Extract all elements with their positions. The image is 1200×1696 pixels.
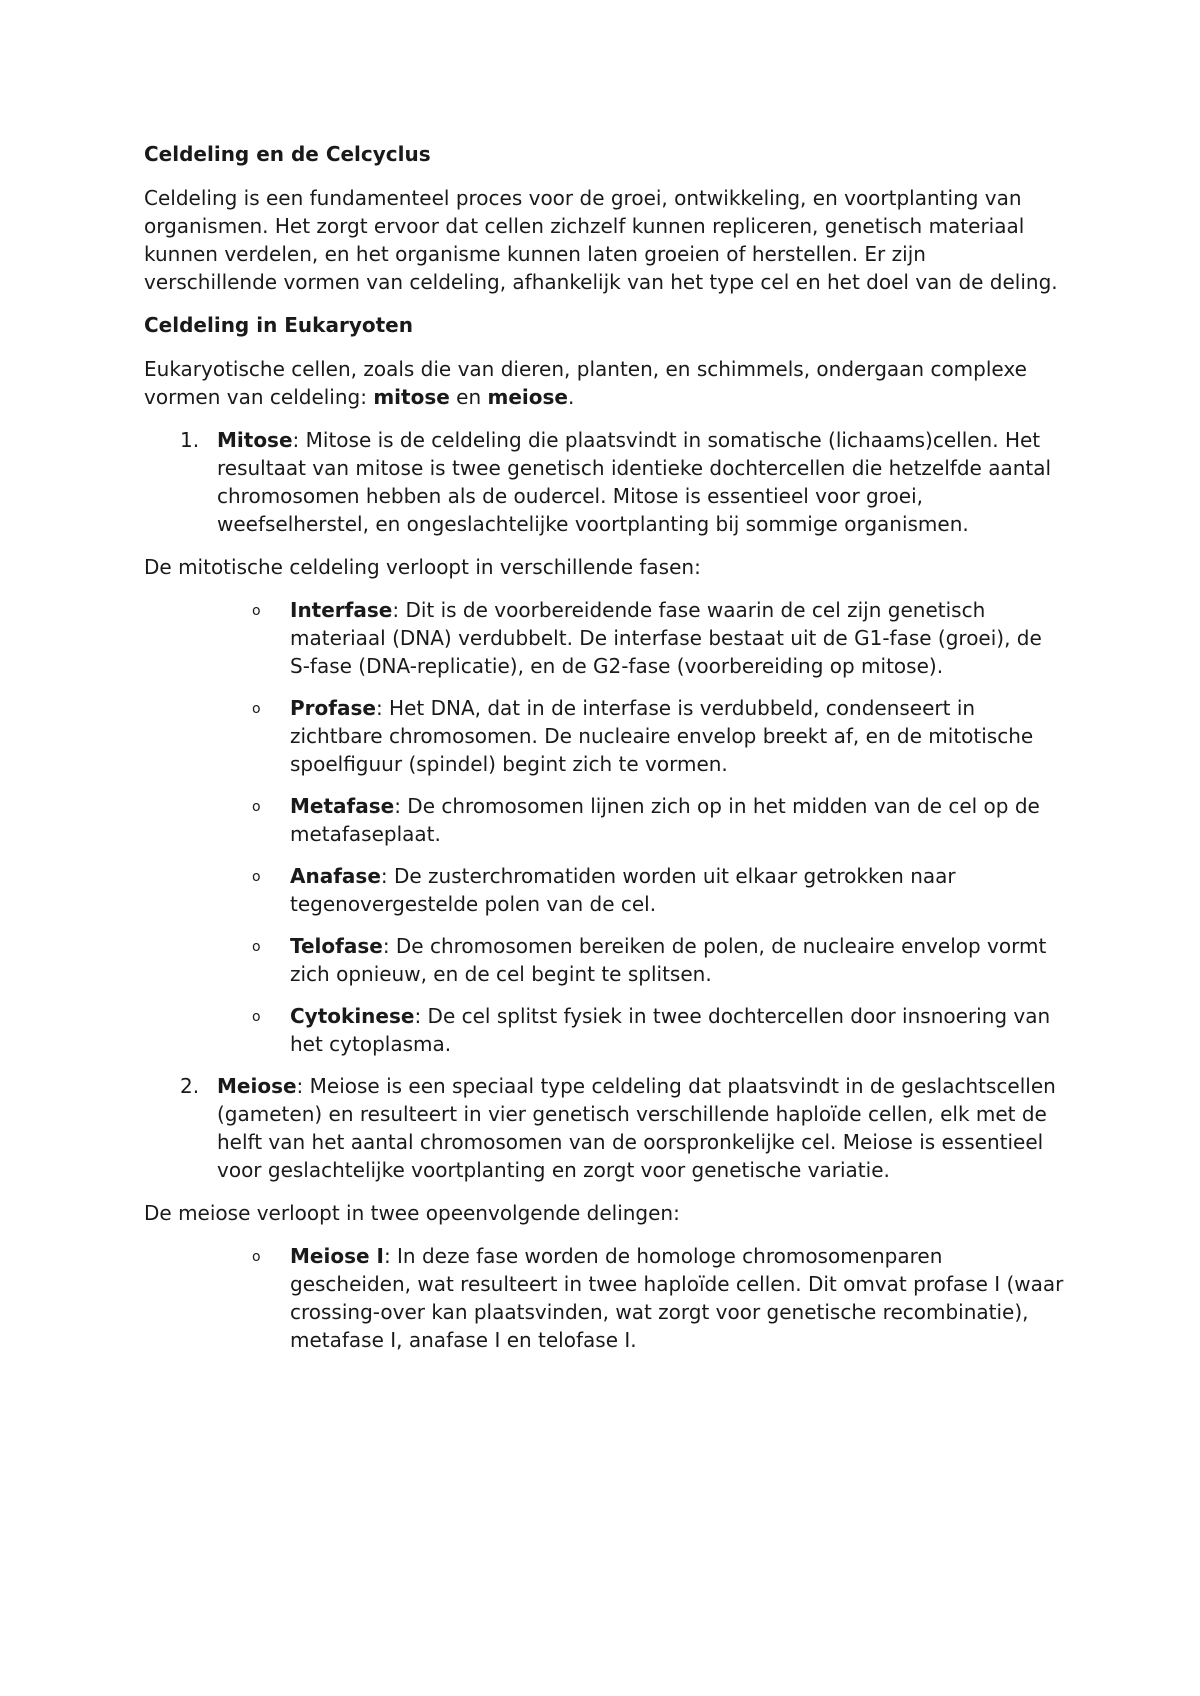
phase-text: : De cel splitst fysiek in twee dochtercellen door insnoering van het cytoplasma.	[290, 1004, 1051, 1056]
term-mitose: mitose	[373, 385, 450, 409]
phase-text: : Dit is de voorbereidende fase waarin de cel zijn genetisch materiaal (DNA) verdubbelt. De interfase bestaat uit de G1-fase (groei), de S-fase (DNA-replicatie), en de G2-fase (voorbereiding op mitose).	[290, 598, 1042, 678]
document-page	[144, 140, 1064, 1368]
list-number: 2.	[180, 1074, 200, 1098]
phase-term: Anafase	[290, 864, 381, 888]
meiosis-phases-intro: De meiose verloopt in twee opeenvolgende delingen:	[144, 1201, 680, 1225]
bullet-marker: o	[252, 701, 261, 717]
mitosis-phase-list	[144, 596, 1064, 1058]
numbered-item-term: Meiose	[217, 1074, 297, 1098]
section-intro-end: .	[567, 385, 575, 409]
term-meiose: meiose	[487, 385, 568, 409]
bullet-marker: o	[252, 1009, 261, 1025]
phase-term: Meiose I	[290, 1244, 384, 1268]
numbered-item-term: Mitose	[217, 428, 293, 452]
numbered-item-mitose	[144, 426, 1064, 538]
bullet-marker: o	[252, 869, 261, 885]
section-heading: Celdeling in Eukaryoten	[144, 313, 413, 337]
phase-term: Profase	[290, 696, 376, 720]
phase-text: : De zusterchromatiden worden uit elkaar getrokken naar tegenovergestelde polen van de cel.	[290, 864, 956, 916]
phase-item-cytokinese	[144, 1002, 1064, 1058]
bullet-marker: o	[252, 1249, 261, 1265]
numbered-item-text: : Mitose is de celdeling die plaatsvindt in somatische (lichaams)cellen. Het resultaat van mitose is twee genetisch identieke dochtercellen die hetzelfde aantal chromosomen hebben als de oudercel. Mitose is essentieel voor groei, weefselherstel, en ongeslachtelijke voortplanting bij sommige organismen.	[217, 428, 1052, 536]
numbered-item-meiose	[144, 1072, 1064, 1184]
phase-text: : Het DNA, dat in de interfase is verdubbeld, condenseert in zichtbare chromosomen. De nucleaire envelop breekt af, en de mitotische spoelfiguur (spindel) begint zich te vormen.	[290, 696, 1034, 776]
document-title: Celdeling en de Celcyclus	[144, 142, 431, 166]
phase-term: Interfase	[290, 598, 393, 622]
phase-text: : In deze fase worden de homologe chromosomenparen gescheiden, wat resulteert in twee haploïde cellen. Dit omvat profase I (waar crossing-over kan plaatsvinden, wat zorgt voor genetische recombinatie), metafase I, anafase I en telofase I.	[290, 1244, 1064, 1352]
list-number: 1.	[180, 428, 200, 452]
phase-term: Cytokinese	[290, 1004, 415, 1028]
phase-item-interfase	[144, 596, 1064, 680]
phase-term: Metafase	[290, 794, 395, 818]
phase-item-profase	[144, 694, 1064, 778]
bullet-marker: o	[252, 603, 261, 619]
intro-paragraph: Celdeling is een fundamenteel proces voor de groei, ontwikkeling, en voortplanting van organismen. Het zorgt ervoor dat cellen zichzelf kunnen repliceren, genetisch materiaal kunnen verdelen, en het organisme kunnen laten groeien of herstellen. Er zijn verschillende vormen van celdeling, afhankelijk van het type cel en het doel van de deling.	[144, 186, 1058, 294]
meiosis-phase-list	[144, 1242, 1064, 1354]
bullet-marker: o	[252, 939, 261, 955]
section-intro-paragraph	[144, 355, 1064, 411]
phase-item-telofase	[144, 932, 1064, 988]
phase-text: : De chromosomen lijnen zich op in het midden van de cel op de metafaseplaat.	[290, 794, 1040, 846]
phase-item-meiose-1	[144, 1242, 1064, 1354]
mitosis-phases-intro: De mitotische celdeling verloopt in verschillende fasen:	[144, 555, 701, 579]
phase-term: Telofase	[290, 934, 383, 958]
phase-item-anafase	[144, 862, 1064, 918]
phase-text: : De chromosomen bereiken de polen, de nucleaire envelop vormt zich opnieuw, en de cel begint te splitsen.	[290, 934, 1047, 986]
section-intro-text: Eukaryotische cellen, zoals die van dieren, planten, en schimmels, ondergaan complexe vormen van celdeling:	[144, 357, 1027, 409]
section-intro-connector: en	[449, 385, 488, 409]
numbered-item-text: : Meiose is een speciaal type celdeling dat plaatsvindt in de geslachtscellen (gameten) en resulteert in vier genetisch verschillende haploïde cellen, elk met de helft van het aantal chromosomen van de oorspronkelijke cel. Meiose is essentieel voor geslachtelijke voortplanting en zorgt voor genetische variatie.	[217, 1074, 1056, 1182]
phase-item-metafase	[144, 792, 1064, 848]
bullet-marker: o	[252, 799, 261, 815]
